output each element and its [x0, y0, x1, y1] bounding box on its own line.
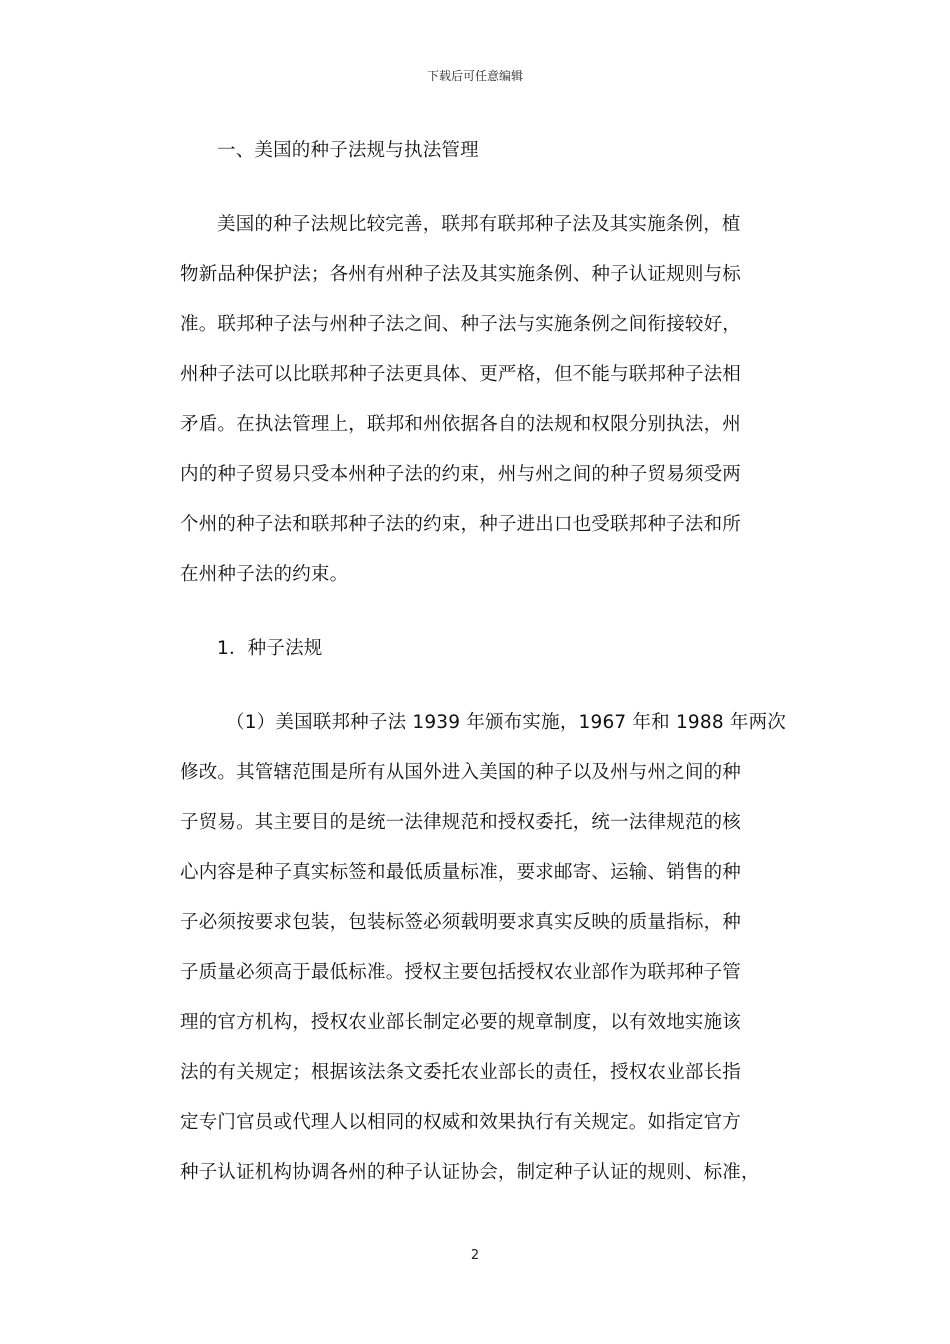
paragraph-line: 物新品种保护法；各州有州种子法及其实施条例、种子认证规则与标 — [180, 264, 742, 285]
paragraph-line: 子必须按要求包装，包装标签必须载明要求真实反映的质量指标，种 — [180, 912, 742, 933]
paragraph-line: 美国的种子法规比较完善，联邦有联邦种子法及其实施条例，植 — [217, 214, 741, 235]
paragraph-line: 心内容是种子真实标签和最低质量标准，要求邮寄、运输、销售的种 — [180, 862, 742, 883]
paragraph-line: 矛盾。在执法管理上，联邦和州依据各自的法规和权限分别执法，州 — [180, 414, 742, 435]
paragraph-line: 理的官方机构，授权农业部长制定必要的规章制度，以有效地实施该 — [180, 1012, 742, 1033]
paragraph-line: 子质量必须高于最低标准。授权主要包括授权农业部作为联邦种子管 — [180, 962, 742, 983]
paragraph-line: 定专门官员或代理人以相同的权威和效果执行有关规定。如指定官方 — [180, 1112, 742, 1133]
paragraph-line: （1）美国联邦种子法 1939 年颁布实施，1967 年和 1988 年两次 — [226, 712, 787, 733]
paragraph-line: 州种子法可以比联邦种子法更具体、更严格，但不能与联邦种子法相 — [180, 364, 742, 385]
paragraph-line: 个州的种子法和联邦种子法的约束，种子进出口也受联邦种子法和所 — [180, 514, 742, 535]
header-text: 下载后可任意编辑 — [426, 69, 523, 83]
paragraph-line: 内的种子贸易只受本州种子法的约束，州与州之间的种子贸易须受两 — [180, 464, 742, 485]
paragraph-line: 种子认证机构协调各州的种子认证协会，制定种子认证的规则、标准， — [180, 1162, 760, 1183]
page-header — [0, 68, 950, 84]
subsection-title: 1．种子法规 — [217, 638, 323, 659]
page-footer — [0, 1248, 950, 1264]
paragraph-line: 子贸易。其主要目的是统一法律规范和授权委托，统一法律规范的核 — [180, 812, 742, 833]
paragraph-line: 法的有关规定；根据该法条文委托农业部长的责任，授权农业部长指 — [180, 1062, 742, 1083]
section-title: 一、美国的种子法规与执法管理 — [217, 140, 479, 161]
paragraph-line: 准。联邦种子法与州种子法之间、种子法与实施条例之间衔接较好， — [180, 314, 742, 335]
paragraph-line: 在州种子法的约束。 — [180, 564, 349, 585]
page-number: 2 — [470, 1248, 480, 1263]
paragraph-line: 修改。其管辖范围是所有从国外进入美国的种子以及州与州之间的种 — [180, 762, 742, 783]
